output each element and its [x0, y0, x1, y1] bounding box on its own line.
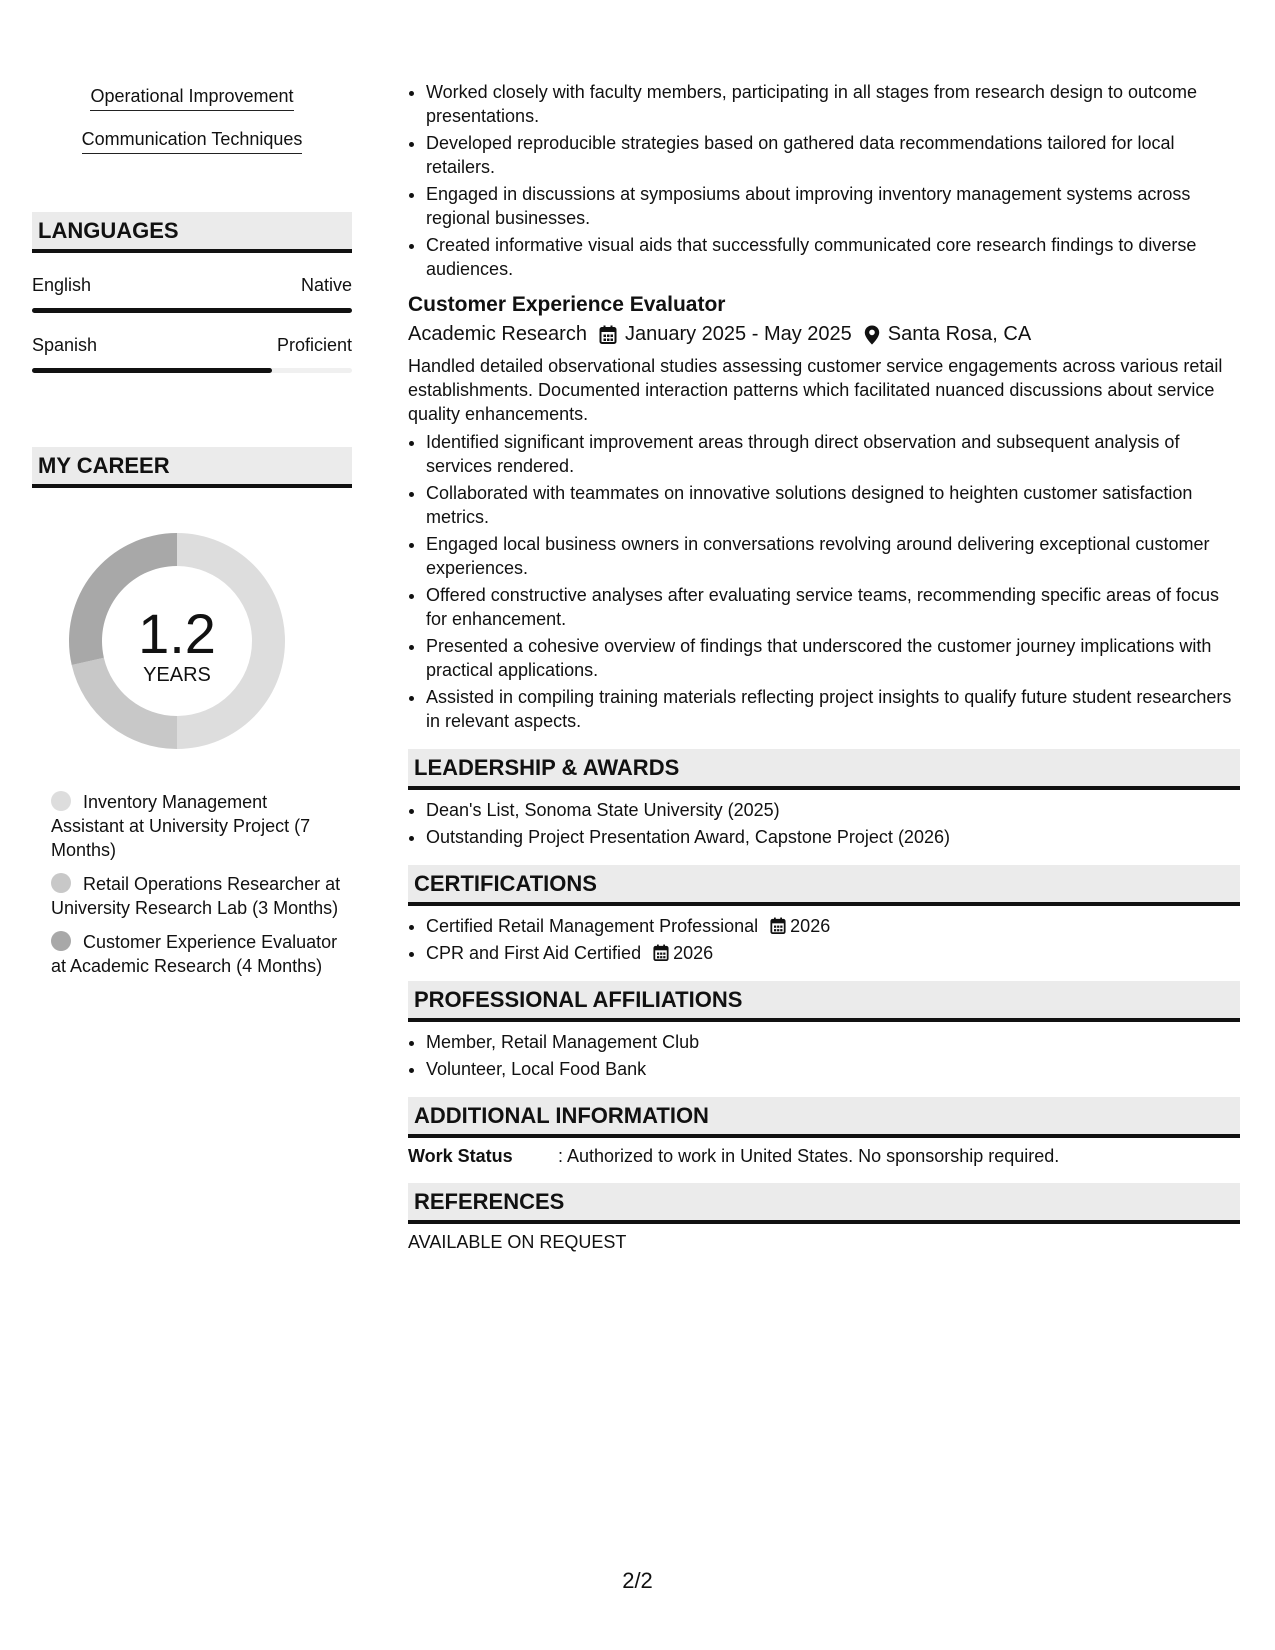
references-heading: REFERENCES — [408, 1183, 1240, 1224]
references-section — [408, 1183, 1240, 1253]
career-entry — [51, 930, 341, 978]
career-legend — [51, 790, 341, 978]
language-level-bar — [32, 368, 352, 373]
language-level: Native — [300, 275, 352, 295]
bullet-item: • Worked closely with faculty members, participating in all stages from research design to outcome presentations. — [426, 80, 1240, 128]
certification-item — [426, 914, 1240, 938]
bullet-item: • Offered constructive analyses after evaluating service teams, recommending specific areas of focus for enhancement. — [426, 583, 1240, 631]
language-name: Spanish — [32, 335, 98, 355]
certification-year: 2026 — [673, 943, 714, 963]
language-spanish — [32, 335, 352, 373]
career-entry-text: Inventory Management Assistant at University Project (7 Months) — [51, 792, 311, 860]
legend-dot-icon — [51, 791, 71, 811]
career-donut-chart — [64, 528, 290, 754]
bullet-item: • Created informative visual aids that successfully communicated core research findings to diverse audiences. — [426, 233, 1240, 281]
job-meta — [408, 323, 1240, 346]
bullet-item: • Developed reproducible strategies based on gathered data recommendations tailored for local retailers. — [426, 131, 1240, 179]
affiliations-heading: PROFESSIONAL AFFILIATIONS — [408, 981, 1240, 1022]
certification-year: 2026 — [790, 916, 831, 936]
calendar-icon — [599, 325, 617, 345]
languages-heading: LANGUAGES — [32, 212, 352, 253]
career-entry — [51, 790, 341, 862]
certifications-section — [408, 865, 1240, 965]
affiliation-item: • Member, Retail Management Club — [426, 1030, 1240, 1054]
legend-dot-icon — [51, 873, 71, 893]
work-status-label: Work Status — [408, 1146, 513, 1166]
skills-list — [32, 86, 352, 172]
award-item: • Outstanding Project Presentation Award, Capstone Project (2026) — [426, 825, 1240, 849]
location-pin-icon — [864, 325, 880, 345]
additional-info-section — [408, 1097, 1240, 1167]
certification-item — [426, 941, 1240, 965]
left-column — [32, 86, 352, 988]
language-name: English — [32, 275, 92, 295]
bullet-item: • Engaged local business owners in conversations revolving around delivering exceptional customer experiences. — [426, 532, 1240, 580]
job-location: Santa Rosa, CA — [887, 323, 1032, 345]
language-level-bar — [32, 308, 352, 313]
bullet-item: • Assisted in compiling training materials reflecting project insights to qualify future student researchers in relevant aspects. — [426, 685, 1240, 733]
skill-item: Operational Improvement — [90, 86, 293, 111]
language-level-fill — [32, 368, 272, 373]
page-number: 2/2 — [622, 1568, 653, 1593]
bullet-item: • Collaborated with teammates on innovative solutions designed to heighten customer satisfaction metrics. — [426, 481, 1240, 529]
calendar-icon — [770, 917, 786, 935]
bullet-item: • Engaged in discussions at symposiums about improving inventory management systems across regional businesses. — [426, 182, 1240, 230]
additional-info-heading: ADDITIONAL INFORMATION — [408, 1097, 1240, 1138]
leadership-heading: LEADERSHIP & AWARDS — [408, 749, 1240, 790]
job-bullets — [408, 430, 1240, 733]
job-description: Handled detailed observational studies assessing customer service engagements across various retail establishments. Documented interaction patterns which facilitated nuanced discussions about service quality enhancements. — [408, 356, 1223, 424]
career-total-value: 1.2 — [138, 602, 216, 665]
leadership-section — [408, 749, 1240, 849]
skill-item: Communication Techniques — [82, 129, 303, 154]
work-status-value: : Authorized to work in United States. No sponsorship required. — [558, 1146, 1060, 1166]
award-item: • Dean's List, Sonoma State University (2025) — [426, 798, 1240, 822]
career-entry-text: Customer Experience Evaluator at Academic Research (4 Months) — [51, 932, 338, 976]
career-heading: MY CAREER — [32, 447, 352, 488]
bullet-item: • Presented a cohesive overview of findings that underscored the customer journey implications with practical applications. — [426, 634, 1240, 682]
career-entry-text: Retail Operations Researcher at University Research Lab (3 Months) — [51, 874, 341, 918]
work-status-row — [408, 1146, 1240, 1167]
bullet-item: • Identified significant improvement areas through direct observation and subsequent analysis of services rendered. — [426, 430, 1240, 478]
certification-name: • CPR and First Aid Certified — [426, 943, 642, 963]
right-column — [408, 80, 1240, 1253]
references-text: AVAILABLE ON REQUEST — [408, 1232, 627, 1252]
job-company: Academic Research — [408, 323, 587, 345]
certifications-heading: CERTIFICATIONS — [408, 865, 1240, 906]
career-entry — [51, 872, 341, 920]
calendar-icon — [653, 944, 669, 962]
career-total-unit: YEARS — [143, 664, 211, 686]
legend-dot-icon — [51, 931, 71, 951]
affiliations-section — [408, 981, 1240, 1081]
language-level-fill — [32, 308, 352, 313]
job-title: Customer Experience Evaluator — [408, 293, 726, 316]
language-english — [32, 275, 352, 313]
affiliation-item: • Volunteer, Local Food Bank — [426, 1057, 1240, 1081]
language-level: Proficient — [276, 335, 352, 355]
job-dates: January 2025 - May 2025 — [624, 323, 852, 345]
certification-name: • Certified Retail Management Professional — [426, 916, 759, 936]
previous-job-bullets — [408, 80, 1240, 281]
